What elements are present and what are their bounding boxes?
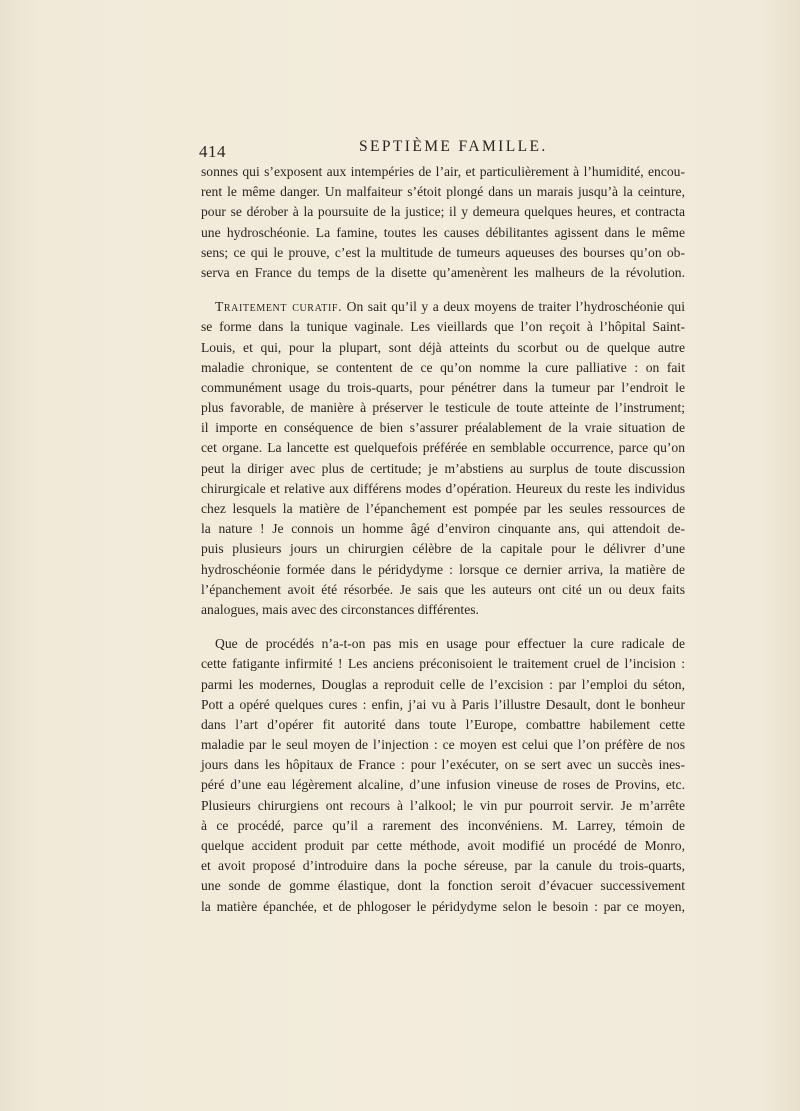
text-line: communément usage du trois-quarts, pour pénétrer dans la tumeur par l’endroit le — [201, 379, 685, 395]
running-head — [199, 138, 683, 162]
text-line — [201, 297, 685, 317]
text-line: pour se dérober à la poursuite de la justice; il y demeura quelques heures, et contracta — [201, 204, 685, 220]
text-line: Pott a opéré quelques cures : enfin, j’ai vu à Paris l’illustre Desault, dont le bonheur — [201, 696, 685, 712]
paragraph-1 — [201, 162, 685, 283]
text-line: et avoit proposé d’introduire dans la poche séreuse, par la canule du trois-quarts, — [201, 858, 685, 874]
text-line: une sonde de gomme élastique, dont la fonction seroit d’évacuer successivement — [201, 878, 685, 894]
text-line: sonnes qui s’exposent aux intempéries de l’air, et particulièrement à l’humidité, encou- — [201, 164, 685, 179]
text-line: analogues, mais avec des circonstances différentes. — [201, 601, 479, 617]
text-line: puis plusieurs jours un chirurgien célèbre de la capitale pour le délivrer d’une — [201, 541, 685, 557]
text-line: maladie chronique, se contentent de ce qu’on nomme la cure palliative : on fait — [201, 359, 685, 375]
text-line: la nature ! Je connois un homme âgé d’environ cinquante ans, qui attendoit de- — [201, 521, 685, 537]
text-line: dans l’art d’opérer fit autorité dans toute l’Europe, combattre habilement cette — [201, 716, 685, 732]
text-line: chez lesquels la matière de l’épanchement est pompée par les seules ressources de — [201, 501, 685, 516]
heading-line-rest: On sait qu’il y a deux moyens de traiter l’hydroschéonie qui — [342, 299, 685, 315]
text-line: se forme dans la tunique vaginale. Les vieillards que l’on reçoit à l’hôpital Saint- — [201, 319, 685, 335]
text-line: serva en France du temps de la disette qu’amenèrent les malheurs de la révolution. — [201, 264, 685, 280]
body-text — [201, 162, 685, 917]
text-line: cet organe. La lancette est quelquefois préférée en semblable occurrence, parce qu’on — [201, 440, 685, 456]
text-line: maladie par le seul moyen de l’injection : ce moyen est celui que l’on préfère de nos — [201, 737, 685, 753]
text-line: Plusieurs chirurgiens ont recours à l’alkool; le vin pur pourroit servir. Je m’arrête — [201, 797, 685, 813]
text-line: il importe en conséquence de bien s’assurer préalablement de la vraie situation de — [201, 420, 685, 436]
text-line: l’épanchement avoit été résorbée. Je sais que les auteurs ont cité un ou deux faits — [201, 581, 685, 597]
paragraph-gap — [201, 283, 685, 297]
text-line: hydroschéonie formée dans le péridydyme : lorsque ce dernier arriva, la matière de — [201, 561, 685, 577]
text-line: Louis, et qui, pour la plupart, sont déjà atteints du scorbut ou de quelque autre — [201, 339, 685, 355]
text-line: parmi les modernes, Douglas a reproduit celle de l’excision : par l’emploi du séton, — [201, 676, 685, 692]
text-line: la matière épanchée, et de phlogoser le péridydyme selon le besoin : par ce moyen, — [201, 898, 685, 914]
paragraph-3 — [201, 634, 685, 917]
text-line: rent le même danger. Un malfaiteur s’étoit plongé dans un marais jusqu’à la ceinture, — [201, 184, 685, 200]
text-line: plus favorable, de manière à préserver le testicule de toute atteinte de l’instrument; — [201, 400, 685, 416]
text-line: Que de procédés n’a-t-on pas mis en usage pour effectuer la cure radicale de — [215, 636, 685, 652]
text-line: quelque accident produit par cette méthode, avoit modifié un procédé de Monro, — [201, 838, 685, 853]
paragraph-2 — [201, 297, 685, 620]
text-line: chirurgicale et relative aux différens modes d’opération. Heureux du reste les individus — [201, 480, 685, 496]
page-number: 414 — [199, 142, 226, 161]
text-line: jours dans les hôpitaux de France : pour l’exécuter, on se sert avec un succès ines- — [201, 757, 685, 773]
text-line: peut la diriger avec plus de certitude; je m’abstiens au surplus de toute discussion — [201, 460, 685, 476]
text-line: sens; ce qui le prouve, c’est la multitude de tumeurs aqueuses des bourses qu’on ob- — [201, 244, 685, 260]
text-line: cette fatigante infirmité ! Les anciens préconisoient le traitement cruel de l’incision : — [201, 656, 685, 672]
running-title: SEPTIÈME FAMILLE. — [359, 138, 548, 155]
paragraph-gap — [201, 620, 685, 634]
text-line: une hydroschéonie. La famine, toutes les causes débilitantes agissent dans le même — [201, 224, 685, 240]
text-line: à ce procédé, parce qu’il a rarement des inconvéniens. M. Larrey, témoin de — [201, 817, 685, 833]
text-line: péré d’une eau légèrement alcaline, d’une infusion vineuse de roses de Provins, etc. — [201, 777, 685, 793]
section-heading: Traitement curatif. — [215, 299, 343, 315]
